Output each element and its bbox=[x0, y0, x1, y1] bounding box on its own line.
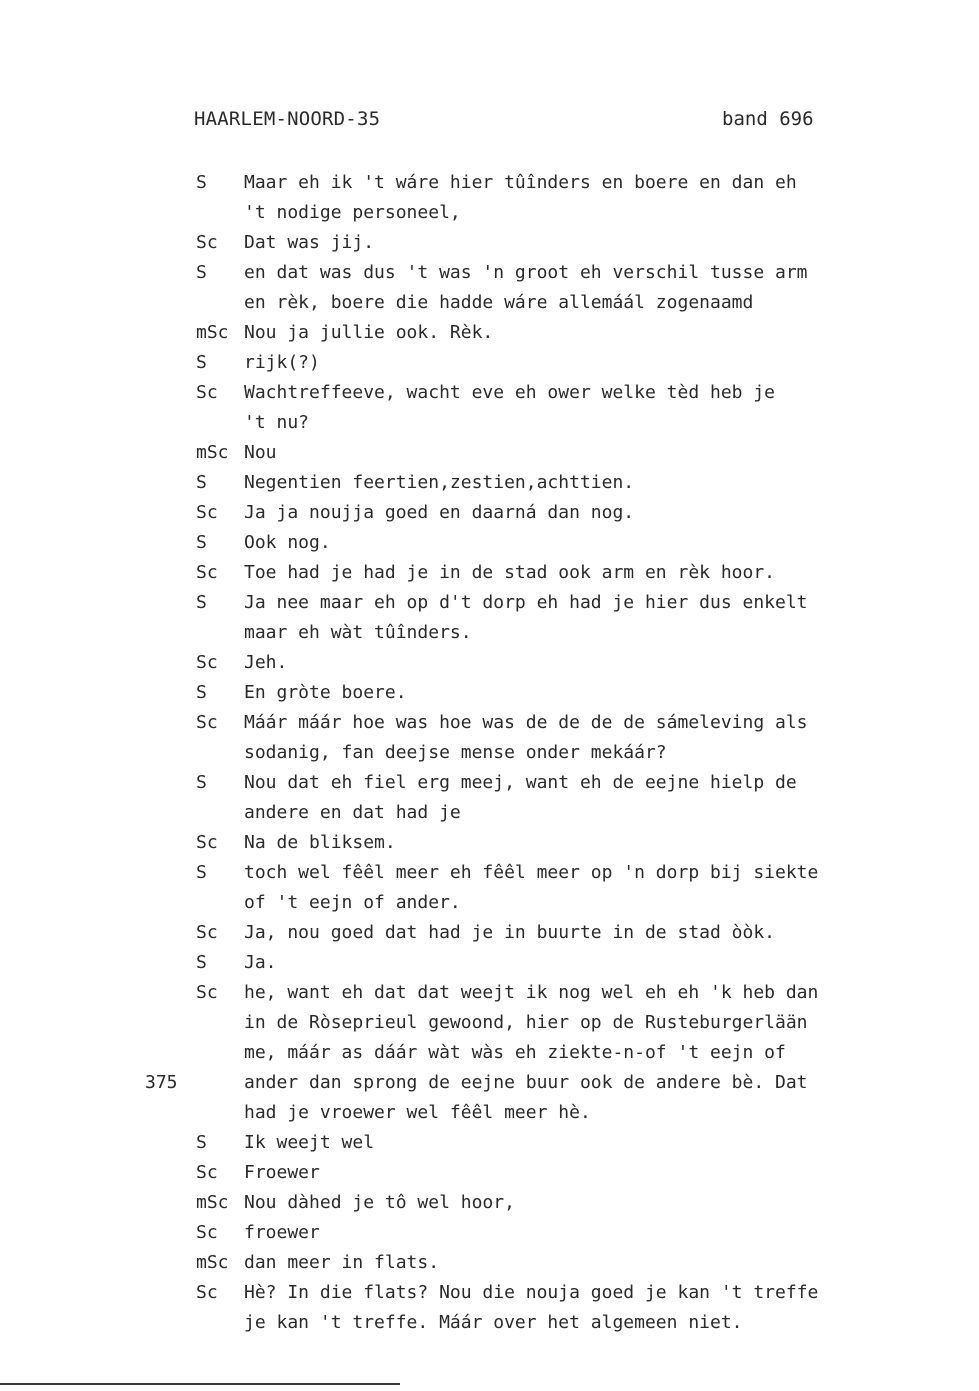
transcript-line bbox=[0, 1098, 979, 1128]
utterance-text: Ook nog. bbox=[244, 532, 331, 553]
speaker-label: S bbox=[196, 772, 207, 793]
utterance-text: Wachtreffeeve, wacht eve eh ower welke tèd heb je bbox=[244, 382, 776, 403]
transcript-line bbox=[0, 1188, 979, 1218]
utterance-text: Hè? In die flats? Nou die nouja goed je kan 't treffe bbox=[244, 1282, 819, 1303]
utterance-text: Ja nee maar eh op d't dorp eh had je hier dus enkelt bbox=[244, 592, 808, 613]
transcript-line bbox=[0, 468, 979, 498]
transcript-line bbox=[0, 1038, 979, 1068]
transcript-line bbox=[0, 228, 979, 258]
tape-number: band 696 bbox=[722, 108, 814, 130]
transcript-line bbox=[0, 738, 979, 768]
utterance-text: in de Ròseprieul gewoond, hier op de Rusteburgerlään bbox=[244, 1012, 808, 1033]
utterance-text: Froewer bbox=[244, 1162, 320, 1183]
transcript-line bbox=[0, 1158, 979, 1188]
utterance-text: je kan 't treffe. Máár over het algemeen niet. bbox=[244, 1312, 743, 1333]
speaker-label: Sc bbox=[196, 982, 218, 1003]
transcript-line bbox=[0, 1278, 979, 1308]
speaker-label: mSc bbox=[196, 322, 229, 343]
transcript-line bbox=[0, 618, 979, 648]
transcript-line bbox=[0, 1128, 979, 1158]
speaker-label: S bbox=[196, 472, 207, 493]
speaker-label: Sc bbox=[196, 502, 218, 523]
utterance-text: had je vroewer wel fêêl meer hè. bbox=[244, 1102, 591, 1123]
utterance-text: Negentien feertien,zestien,achttien. bbox=[244, 472, 635, 493]
transcript-line bbox=[0, 408, 979, 438]
utterance-text: Ja, nou goed dat had je in buurte in de stad òòk. bbox=[244, 922, 776, 943]
transcript-line bbox=[0, 498, 979, 528]
utterance-text: Jeh. bbox=[244, 652, 288, 673]
utterance-text: ander dan sprong de eejne buur ook de andere bè. Dat bbox=[244, 1072, 808, 1093]
transcript-line bbox=[0, 198, 979, 228]
transcript-line bbox=[0, 588, 979, 618]
transcript-line bbox=[0, 528, 979, 558]
speaker-label: S bbox=[196, 1132, 207, 1153]
transcript-line bbox=[0, 888, 979, 918]
transcript-line bbox=[0, 378, 979, 408]
speaker-label: S bbox=[196, 532, 207, 553]
transcript-line bbox=[0, 648, 979, 678]
margin-line-number: 375 bbox=[145, 1072, 178, 1093]
speaker-label: Sc bbox=[196, 712, 218, 733]
transcript-line bbox=[0, 798, 979, 828]
footer-rule bbox=[0, 1383, 400, 1385]
utterance-text: Dat was jij. bbox=[244, 232, 375, 253]
utterance-text: En gròte boere. bbox=[244, 682, 407, 703]
speaker-label: Sc bbox=[196, 1222, 218, 1243]
transcript-line bbox=[0, 1248, 979, 1278]
speaker-label: S bbox=[196, 952, 207, 973]
speaker-label: S bbox=[196, 262, 207, 283]
transcript-body bbox=[0, 168, 979, 1338]
transcript-line bbox=[0, 768, 979, 798]
transcript-line bbox=[0, 858, 979, 888]
transcript-line bbox=[0, 828, 979, 858]
utterance-text: toch wel fêêl meer eh fêêl meer op 'n dorp bij siekte bbox=[244, 862, 819, 883]
speaker-label: Sc bbox=[196, 382, 218, 403]
utterance-text: Toe had je had je in de stad ook arm en rèk hoor. bbox=[244, 562, 776, 583]
speaker-label: Sc bbox=[196, 922, 218, 943]
speaker-label: Sc bbox=[196, 1162, 218, 1183]
utterance-text: Ja ja noujja goed en daarná dan nog. bbox=[244, 502, 635, 523]
utterance-text: 't nu? bbox=[244, 412, 310, 433]
utterance-text: Nou dat eh fiel erg meej, want eh de eejne hielp de bbox=[244, 772, 797, 793]
utterance-text: sodanig, fan deejse mense onder mekáár? bbox=[244, 742, 667, 763]
speaker-label: S bbox=[196, 682, 207, 703]
utterance-text: Maar eh ik 't wáre hier tûînders en boere en dan eh bbox=[244, 172, 797, 193]
transcript-line bbox=[0, 348, 979, 378]
speaker-label: S bbox=[196, 172, 207, 193]
transcript-line bbox=[0, 678, 979, 708]
speaker-label: mSc bbox=[196, 1192, 229, 1213]
transcript-line bbox=[0, 1308, 979, 1338]
utterance-text: en rèk, boere die hadde wáre allemáál zogenaamd bbox=[244, 292, 754, 313]
transcript-line bbox=[0, 258, 979, 288]
speaker-label: Sc bbox=[196, 832, 218, 853]
transcript-line bbox=[0, 978, 979, 1008]
transcript-line bbox=[0, 558, 979, 588]
document-title: HAARLEM-NOORD-35 bbox=[194, 108, 381, 130]
utterance-text: froewer bbox=[244, 1222, 320, 1243]
transcript-line bbox=[0, 318, 979, 348]
utterance-text: of 't eejn of ander. bbox=[244, 892, 461, 913]
utterance-text: Nou bbox=[244, 442, 277, 463]
speaker-label: S bbox=[196, 592, 207, 613]
utterance-text: Na de bliksem. bbox=[244, 832, 396, 853]
utterance-text: me, máár as dáár wàt wàs eh ziekte-n-of 't eejn of bbox=[244, 1042, 786, 1063]
speaker-label: Sc bbox=[196, 1282, 218, 1303]
utterance-text: dan meer in flats. bbox=[244, 1252, 440, 1273]
speaker-label: S bbox=[196, 352, 207, 373]
speaker-label: mSc bbox=[196, 442, 229, 463]
utterance-text: he, want eh dat dat weejt ik nog wel eh eh 'k heb dan bbox=[244, 982, 819, 1003]
utterance-text: Ik weejt wel bbox=[244, 1132, 375, 1153]
transcript-line bbox=[0, 438, 979, 468]
transcript-line bbox=[0, 948, 979, 978]
utterance-text: Ja. bbox=[244, 952, 277, 973]
utterance-text: andere en dat had je bbox=[244, 802, 461, 823]
speaker-label: Sc bbox=[196, 232, 218, 253]
utterance-text: rijk(?) bbox=[244, 352, 320, 373]
speaker-label: mSc bbox=[196, 1252, 229, 1273]
transcript-line bbox=[0, 708, 979, 738]
transcript-line bbox=[0, 1218, 979, 1248]
utterance-text: 't nodige personeel, bbox=[244, 202, 461, 223]
speaker-label: Sc bbox=[196, 652, 218, 673]
utterance-text: Máár máár hoe was hoe was de de de de sámeleving als bbox=[244, 712, 808, 733]
transcript-line bbox=[0, 288, 979, 318]
transcript-line bbox=[0, 168, 979, 198]
transcript-line bbox=[0, 918, 979, 948]
utterance-text: maar eh wàt tûînders. bbox=[244, 622, 472, 643]
speaker-label: S bbox=[196, 862, 207, 883]
transcript-line bbox=[0, 1008, 979, 1038]
utterance-text: Nou ja jullie ook. Rèk. bbox=[244, 322, 494, 343]
utterance-text: Nou dàhed je tô wel hoor, bbox=[244, 1192, 515, 1213]
utterance-text: en dat was dus 't was 'n groot eh verschil tusse arm bbox=[244, 262, 808, 283]
speaker-label: Sc bbox=[196, 562, 218, 583]
